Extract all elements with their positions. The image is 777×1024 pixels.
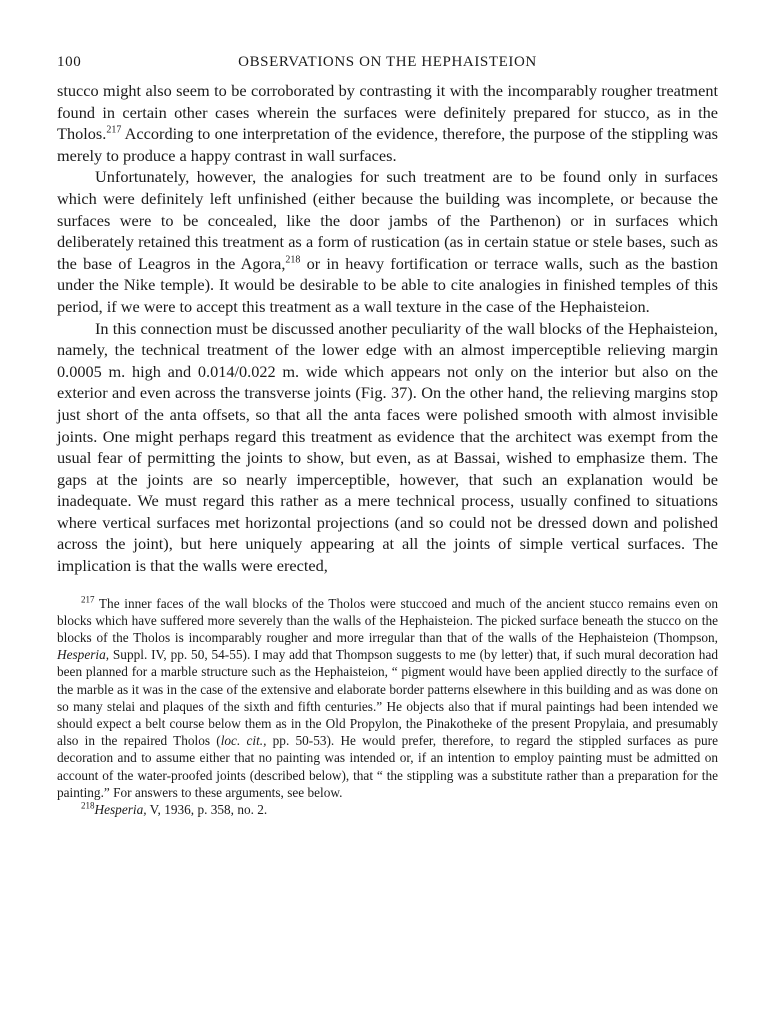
paragraph-3: In this connection must be discussed another peculiarity of the wall blocks of the Hephaisteion, namely, the technical treatment of the lower edge with an almost imperceptible relieving margin 0.0005 m. high and 0.014/0.022 m. wide which appears not only on the interior but also on the exterior and even across the transverse joints (Fig. 37). On the other hand, the relieving margins stop just short of the anta offsets, so that all the anta faces were polished smooth with almost invisible joints. One might perhaps regard this treatment as evidence that the architect was exempt from the usual fear of permitting the joints to show, but even, as at Bassai, wished to emphasize them. The gaps at the joints are so nearly imperceptible, however, that such an explanation would be inadequate. We must regard this rather as a mere technical process, usually confined to situations where vertical surfaces met horizontal projections (and so could not be dressed down and polished across the joint), but here uniquely appearing at all the joints of simple vertical surfaces. The implication is that the walls were erected, <box>57 318 718 576</box>
paragraph-1-text-a: stucco might also seem to be corroborated by contrasting it with the incomparably rougher treatment found in certain other cases wherein the surfaces were definitely prepared for stucco, as in the Tholos. <box>57 81 718 144</box>
footnote-217-text-1: The inner faces of the wall blocks of the Tholos were stuccoed and much of the ancient stucco remains even on blocks which have suffered more severely than the walls of the Hephaisteion. The picked surface beneath the stucco on the blocks of the Tholos is incomparably rougher and more irregular than that of the walls of the Hephaisteion (Thompson, <box>57 595 718 646</box>
footnote-ref-217[interactable]: 217 <box>106 124 122 136</box>
page-number: 100 <box>57 54 82 70</box>
paragraph-2-text-a: Unfortunately, however, the analogies for such treatment are to be found only in surfaces which were definitely left unfinished (either because the building was incomplete, or because the surfaces were to be concealed, like the door jambs of the Parthenon) or in surfaces which deliberately retained this treatment as a form of rustication (as in certain statue or stele bases, such as the base of Leagros in the Agora, <box>57 167 718 273</box>
paragraph-1-text-b: According to one interpretation of the evidence, therefore, the purpose of the stippling was merely to produce a happy contrast in wall surfaces. <box>57 124 718 165</box>
footnote-218 <box>57 801 718 818</box>
page <box>57 54 718 818</box>
running-title: OBSERVATIONS ON THE HEPHAISTEION <box>238 54 537 70</box>
paragraph-2-text-b: or in heavy fortification or terrace walls, such as the bastion under the Nike temple). It would be desirable to be able to cite analogies in finished temples of this period, if we were to accept this treatment as a wall texture in the case of the Hephaisteion. <box>57 253 719 316</box>
running-head <box>57 54 718 80</box>
footnote-218-mark: 218 <box>81 800 95 811</box>
footnote-217-text-3: pp. 50-53). He would prefer, therefore, to regard the stippled surfaces as pure decoration and to assume either that no painting was intended or, if an intention to employ painting must be admitted on account of the water-proofed joints (described below), that “ the stippling was a substitute rather than a preparation for the painting.” For answers to these arguments, see below. <box>57 733 718 800</box>
footnotes <box>57 595 718 819</box>
footnote-218-text-1: V, 1936, p. 358, no. 2. <box>146 802 268 818</box>
body-text <box>57 80 718 577</box>
footnote-217-text-2: Suppl. IV, pp. 50, 54-55). I may add that Thompson suggests to me (by letter) that, if such mural decoration had been planned for a marble structure such as the Hephaisteion, “ pigment would have been applied directly to the surface of the marble as it was in the case of the extensive and elaborate border patterns elsewhere in this building and as was done on so many stelai and plaques of the sixth and fifth centuries.” He objects also that if mural paintings had been intended we should expect a belt course below them as in the Old Propylon, the Pinakotheke of the present Propylaia, and presumably also in the repaired Tholos ( <box>57 647 718 749</box>
footnote-217-italic-2: loc. cit., <box>220 733 267 749</box>
footnote-217-mark: 217 <box>81 594 95 605</box>
paragraph-2 <box>57 166 718 317</box>
footnote-217-italic-1: Hesperia, <box>57 647 110 663</box>
footnote-218-italic-1: Hesperia, <box>94 802 147 818</box>
paragraph-1 <box>57 80 718 166</box>
footnote-ref-218[interactable]: 218 <box>285 254 301 266</box>
footnote-217 <box>57 595 718 801</box>
